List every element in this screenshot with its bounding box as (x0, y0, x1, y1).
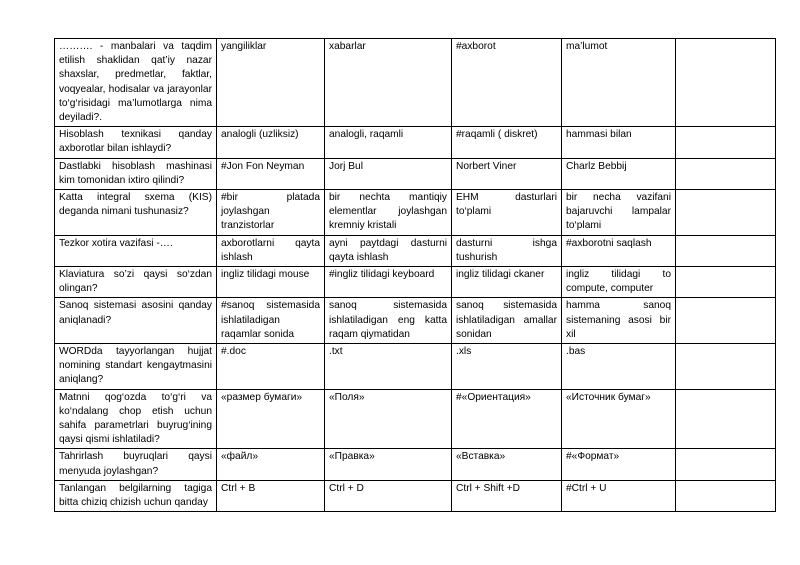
question-cell: Tahrirlash buyruqlari qaysi menyuda joylashgan? (55, 449, 217, 480)
answer-cell: bir nechta mantiqiy elementlar joylashgan kremniy kristali (325, 190, 452, 236)
answer-cell: Norbert Viner (452, 158, 562, 189)
answer-cell: Jorj Bul (325, 158, 452, 189)
question-cell: Klaviatura so’zi qaysi so‘zdan olingan? (55, 267, 217, 298)
answer-cell: analogli (uzliksiz) (217, 127, 325, 158)
answer-cell: Ctrl + D (325, 480, 452, 511)
answer-cell: .txt (325, 344, 452, 390)
answer-cell: #axborot (452, 39, 562, 127)
question-cell: WORDda tayyorlangan hujjat nomining standart kengaytmasini aniqlang? (55, 344, 217, 390)
question-cell: Katta integral sxema (KIS) deganda nimani tushunasiz? (55, 190, 217, 236)
answer-cell: #Jon Fon Neyman (217, 158, 325, 189)
table-row (55, 158, 776, 189)
answer-cell: #axborotni saqlash (562, 235, 676, 266)
empty-cell (676, 298, 776, 344)
empty-cell (676, 158, 776, 189)
table-row (55, 267, 776, 298)
table-row (55, 344, 776, 390)
answer-cell: #«Ориентация» (452, 389, 562, 449)
answer-cell: xabarlar (325, 39, 452, 127)
table-row (55, 389, 776, 449)
empty-cell (676, 127, 776, 158)
answer-cell: ingliz tilidagi to compute, computer (562, 267, 676, 298)
answer-cell: .xls (452, 344, 562, 390)
answer-cell: «Источник бумаг» (562, 389, 676, 449)
answer-cell: «файл» (217, 449, 325, 480)
question-cell: Hisoblash texnikasi qanday axborotlar bilan ishlaydi? (55, 127, 217, 158)
empty-cell (676, 190, 776, 236)
question-cell: ………. - manbalari va taqdim etilish shaklidan qat’iy nazar shaxslar, predmetlar, faktlar, voqyealar, hodisalar va jarayonlar to‘g‘risidagi ma’lumotlarga nima deyiladi?. (55, 39, 217, 127)
answer-cell: #ingliz tilidagi keyboard (325, 267, 452, 298)
answer-cell: bir necha vazifani bajaruvchi lampalar to‘plami (562, 190, 676, 236)
answer-cell: ayni paytdagi dasturni qayta ishlash (325, 235, 452, 266)
table-row (55, 127, 776, 158)
answer-cell: ingliz tilidagi ckaner (452, 267, 562, 298)
answer-cell: #bir platada joylashgan tranzistorlar (217, 190, 325, 236)
quiz-table (54, 38, 776, 512)
question-cell: Sanoq sistemasi asosini qanday aniqlanadi? (55, 298, 217, 344)
answer-cell: #Ctrl + U (562, 480, 676, 511)
answer-cell: hammasi bilan (562, 127, 676, 158)
table-row (55, 298, 776, 344)
answer-cell: «Правка» (325, 449, 452, 480)
table-row (55, 449, 776, 480)
table-row (55, 190, 776, 236)
empty-cell (676, 267, 776, 298)
table-row (55, 480, 776, 511)
empty-cell (676, 344, 776, 390)
question-cell: Dastlabki hisoblash mashinasi kim tomonidan ixtiro qilindi? (55, 158, 217, 189)
answer-cell: sanoq sistemasida ishlatiladigan eng katta raqam qiymatidan (325, 298, 452, 344)
question-cell: Matnni qog‘ozda to‘g‘ri va ko‘ndalang chop etish uchun sahifa parametrlari buyrug‘ining qaysi qismi ishlatiladi? (55, 389, 217, 449)
answer-cell: analogli, raqamli (325, 127, 452, 158)
answer-cell: #raqamli ( diskret) (452, 127, 562, 158)
answer-cell: dasturni ishga tushurish (452, 235, 562, 266)
answer-cell: EHM dasturlari to‘plami (452, 190, 562, 236)
table-row (55, 235, 776, 266)
answer-cell: ma’lumot (562, 39, 676, 127)
question-cell: Tezkor xotira vazifasi -…. (55, 235, 217, 266)
question-cell: Tanlangan belgilarning tagiga bitta chiziq chizish uchun qanday (55, 480, 217, 511)
answer-cell: yangiliklar (217, 39, 325, 127)
empty-cell (676, 389, 776, 449)
answer-cell: #sanoq sistemasida ishlatiladigan raqamlar sonida (217, 298, 325, 344)
answer-cell: ingliz tilidagi mouse (217, 267, 325, 298)
empty-cell (676, 39, 776, 127)
answer-cell: sanoq sistemasida ishlatiladigan amallar sonidan (452, 298, 562, 344)
table-row (55, 39, 776, 127)
answer-cell: Charlz Bebbij (562, 158, 676, 189)
empty-cell (676, 480, 776, 511)
answer-cell: «Вставка» (452, 449, 562, 480)
answer-cell: «Поля» (325, 389, 452, 449)
answer-cell: Ctrl + B (217, 480, 325, 511)
answer-cell: Ctrl + Shift +D (452, 480, 562, 511)
answer-cell: .bas (562, 344, 676, 390)
answer-cell: hamma sanoq sistemaning asosi bir xil (562, 298, 676, 344)
answer-cell: #«Формат» (562, 449, 676, 480)
empty-cell (676, 449, 776, 480)
answer-cell: #.doc (217, 344, 325, 390)
answer-cell: «размер бумаги» (217, 389, 325, 449)
empty-cell (676, 235, 776, 266)
answer-cell: axborotlarni qayta ishlash (217, 235, 325, 266)
